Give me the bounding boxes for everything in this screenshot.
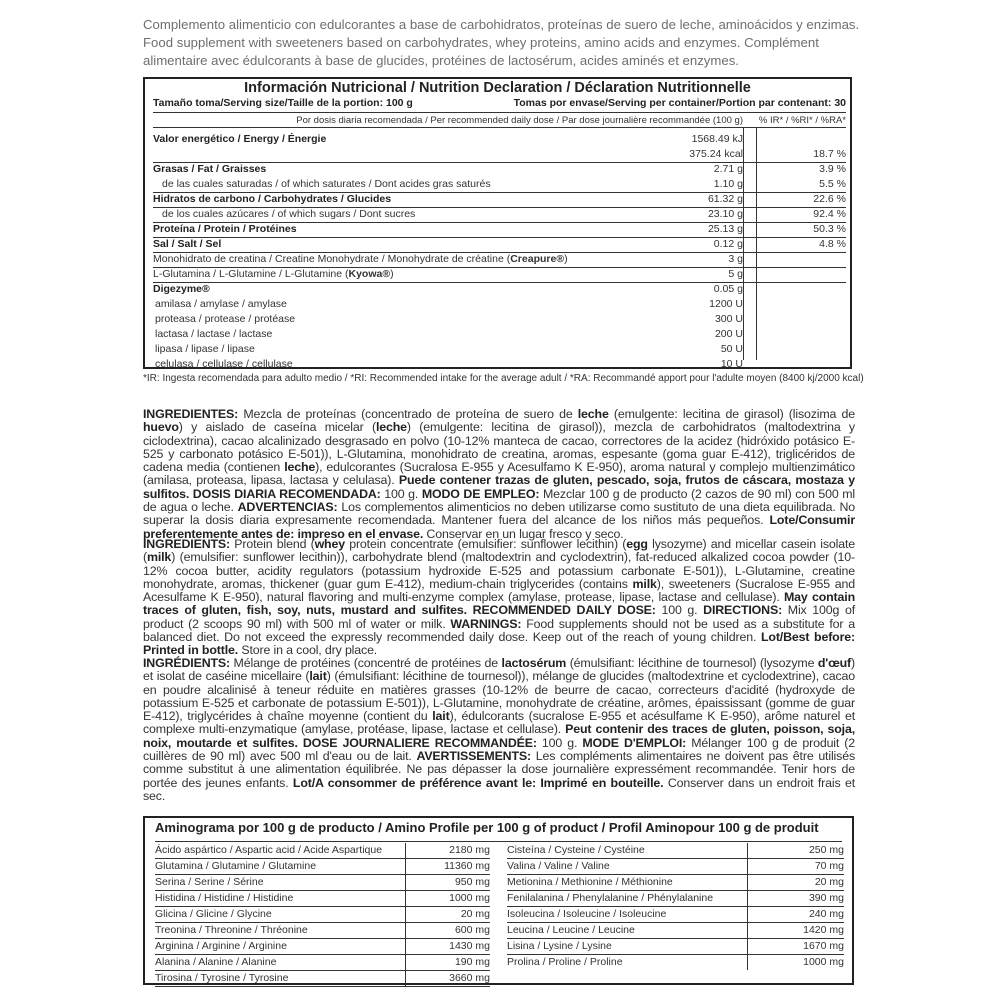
brand-name: Kyowa® xyxy=(348,268,391,280)
amino-acid-amount: 190 mg xyxy=(454,956,490,968)
nutrient-label: lipasa / lipase / lipase xyxy=(155,343,255,355)
label-end: ) xyxy=(564,253,568,265)
nutrient-label: Sal / Salt / Sel xyxy=(153,238,222,250)
amino-row xyxy=(507,923,844,939)
nutrition-row xyxy=(153,148,846,162)
amino-acid-name: Valina / Valine / Valine xyxy=(507,860,610,872)
nutrient-label: lactasa / lactase / lactase xyxy=(155,328,273,340)
amino-acid-amount: 70 mg xyxy=(814,860,844,872)
nutrition-row xyxy=(153,238,846,252)
nutrition-row xyxy=(153,133,846,147)
text-segment: 100 g. xyxy=(655,603,704,618)
bold-text: AVERTISSEMENTS: xyxy=(416,749,531,764)
amino-acid-amount: 240 mg xyxy=(808,908,844,920)
amino-acid-name: Histidina / Histidine / Histidine xyxy=(155,892,294,904)
amino-acid-name: Cisteína / Cysteine / Cystéine xyxy=(507,844,645,856)
nutrition-row xyxy=(153,178,846,192)
amino-acid-name: Serina / Serine / Sérine xyxy=(155,876,264,888)
nutrient-label: Digezyme® xyxy=(153,283,210,295)
nutrient-percent: 22.6 % xyxy=(813,193,846,205)
dose-column-header: Por dosis diaria recomendada / Per recommended daily dose / Par dose journalière recommandée (100 g) xyxy=(296,115,743,126)
amino-acid-amount: 1000 mg xyxy=(803,956,844,968)
text-segment: Mezcla de proteínas (concentrado de proteína de suero de xyxy=(238,407,578,421)
nutrition-row xyxy=(153,163,846,177)
text-segment: protein concentrate (emulsifier: sunflower lecithin) ( xyxy=(344,537,627,551)
text-segment: ), edulcorantes (Sucralosa E-955 y Acesulfamo K E-950), aroma natural y complejo multienzimático (amilasa, proteasa, lipasa, lactasa y celulasa). xyxy=(143,460,855,488)
text-segment: 100 g. xyxy=(536,735,583,750)
nutrient-label: proteasa / protease / protéase xyxy=(155,313,296,325)
product-description: Complemento alimenticio con edulcorantes a base de carbohidratos, proteínas de suero de leche, aminoácidos y enzimas. Food supplement with sweeteners based on carbohydrates, whey proteins, amino acids and enzymes. Complément alimentaire avec édulcorants à base de glucides, protéines de lactosérum, acides aminés et enzymes. xyxy=(143,17,860,68)
bold-text: lactosérum xyxy=(501,656,567,670)
bold-text: leche xyxy=(375,420,407,435)
amino-acid-amount: 20 mg xyxy=(814,876,844,888)
amino-column-left xyxy=(155,843,490,987)
text-segment: ) y aislado de caseína micelar ( xyxy=(178,420,376,435)
nutrient-amount: 0.12 g xyxy=(713,238,743,250)
nutrient-amount: 10 U xyxy=(720,358,743,370)
brand-name: Creapure® xyxy=(510,253,565,265)
text-segment: Conserver dans un endroit frais et sec. xyxy=(143,775,855,803)
text-segment: lysozyme) and micellar casein isolate ( xyxy=(143,537,855,565)
amino-acid-amount: 950 mg xyxy=(454,876,490,888)
amino-acid-name: Fenilalanina / Phenylalanine / Phénylalanine xyxy=(507,892,714,904)
bold-text: lait xyxy=(309,669,327,684)
bold-text: MODE D'EMPLOI: xyxy=(582,735,687,750)
bold-text: INGRÉDIENTS: xyxy=(143,656,231,670)
nutrient-percent: 18.7 % xyxy=(813,148,846,160)
nutrient-percent: 92.4 % xyxy=(813,208,846,220)
nutrition-row xyxy=(153,313,846,327)
amino-row xyxy=(507,875,844,891)
amino-acid-name: Lisina / Lysine / Lysine xyxy=(507,940,612,952)
amino-acid-amount: 2180 mg xyxy=(449,844,490,856)
serving-info xyxy=(153,97,846,109)
text-segment: 100 g. xyxy=(380,486,422,501)
amino-acid-name: Arginina / Arginine / Arginine xyxy=(155,940,287,952)
bold-text: INGREDIENTS: xyxy=(143,537,231,551)
nutrient-amount: 300 U xyxy=(714,313,743,325)
amino-acid-name: Glutamina / Glutamine / Glutamine xyxy=(155,860,317,872)
bold-text: Lot/Best before: Printed in bottle. xyxy=(143,630,855,658)
serving-size: Tamaño toma/Serving size/Taille de la portion: 100 g xyxy=(153,97,413,109)
bold-text: d'œuf xyxy=(817,656,852,670)
text-segment: (émulsifiant: lécithine de tournesol) (lysozyme xyxy=(566,656,818,670)
nutrient-label: Hidratos de carbono / Carbohydrates / Glucides xyxy=(153,193,392,205)
percent-column-header: % IR* / %RI* / %RA* xyxy=(758,115,846,126)
text-segment: Mélange de protéines (concentré de protéines de xyxy=(230,656,502,670)
nutrition-row xyxy=(153,193,846,207)
amino-acid-name: Prolina / Proline / Proline xyxy=(507,956,623,968)
bold-text: milk xyxy=(632,576,657,591)
nutrient-label: Valor energético / Energy / Énergie xyxy=(153,133,327,145)
text-segment: Store in a cool, dry place. xyxy=(238,643,378,658)
nutrient-amount: 23.10 g xyxy=(707,208,743,220)
amino-profile-table xyxy=(143,816,854,985)
amino-row xyxy=(155,955,490,971)
nutrient-amount: 1568.49 kJ xyxy=(691,133,743,145)
text-segment: Protein blend ( xyxy=(230,537,315,551)
nutrition-row xyxy=(153,268,846,282)
amino-row xyxy=(155,907,490,923)
bold-text: Puede contener trazas de gluten, pescado, soja, frutos de cáscara, mostaza y sulfitos. DOSIS DIARIA RECOMENDADA: xyxy=(143,473,855,501)
ingredients-spanish xyxy=(143,408,855,541)
nutrient-amount: 0.05 g xyxy=(713,283,743,295)
nutrient-amount: 200 U xyxy=(714,328,743,340)
amino-row xyxy=(155,859,490,875)
amino-acid-name: Isoleucina / Isoleucine / Isoleucine xyxy=(507,908,667,920)
bold-text: egg xyxy=(626,537,648,551)
nutrient-amount: 61.32 g xyxy=(707,193,743,205)
nutrient-label: de las cuales saturadas / of which saturates / Dont acides gras saturés xyxy=(162,178,491,190)
text-segment: ) et isolat de caséine micellaire ( xyxy=(143,656,855,684)
bold-text: MODO DE EMPLEO: xyxy=(421,486,540,501)
amino-row xyxy=(507,859,844,875)
nutrition-title: Información Nutricional / Nutrition Declaration / Déclaration Nutritionnelle xyxy=(244,80,751,96)
amino-column-right xyxy=(507,843,844,970)
amino-acid-amount: 3660 mg xyxy=(449,972,490,984)
amino-acid-amount: 250 mg xyxy=(808,844,844,856)
amino-row xyxy=(155,939,490,955)
nutrition-column-header xyxy=(153,115,846,127)
amino-acid-name: Ácido aspártico / Aspartic acid / Acide Aspartique xyxy=(155,844,383,856)
nutrient-amount: 375.24 kcal xyxy=(689,148,743,160)
amino-acid-amount: 390 mg xyxy=(808,892,844,904)
bold-text: WARNINGS: xyxy=(450,616,522,631)
nutrient-label: amilasa / amylase / amylase xyxy=(155,298,287,310)
amino-acid-amount: 1420 mg xyxy=(803,924,844,936)
bold-text: huevo xyxy=(143,420,179,435)
bold-text: milk xyxy=(146,550,172,565)
nutrient-amount: 5 g xyxy=(728,268,743,280)
text-segment: Les compléments alimentaires ne doivent pas être utilisés comme substitut à une alimentation équilibrée. Ne pas dépasser la dose journalière expressément recommandée. Tenir hors de portée des jeunes enfants. xyxy=(143,749,855,790)
nutrition-row xyxy=(153,208,846,222)
amino-row xyxy=(507,955,844,970)
text-segment: ) (emulgente: lecitina de girasol)), mezcla de carbohidratos (maltodextrina y ciclodextrina), cacao alcalinizado desgrasado en polvo (10-12% manteca de cacao, correctores de la acidez (hidróxido potásico E-525 y carbonato potásico E-501)), L-Glutamina, monohidrato de creatina, aromas, espesante (goma guar E-412), triglicéridos de cadena media (contienen xyxy=(143,420,855,475)
text-segment: ), édulcorants (sucralose E-955 et acésulfame K E-950), arôme naturel et complexe multi-enzymatique (amylase, protéase, lipase, lactase et cellulase). xyxy=(143,709,856,737)
nutrient-label: Grasas / Fat / Graisses xyxy=(153,163,267,175)
text-segment: Mezclar 100 g de producto (2 cazos de 90 ml) con 500 ml de agua o leche. xyxy=(143,486,855,515)
nutrition-table xyxy=(143,77,852,369)
nutrient-percent: 50.3 % xyxy=(813,223,846,235)
bold-text: May contain traces of gluten, fish, soy, nuts, mustard and sulfites. RECOMMENDED DAILY DOSE: xyxy=(143,590,855,618)
amino-row xyxy=(155,891,490,907)
nutrition-row xyxy=(153,343,846,357)
nutrient-label: Monohidrato de creatina / Creatine Monohydrate / Monohydrate de créatine ( xyxy=(153,253,511,265)
nutrient-label: L-Glutamina / L-Glutamine / L-Glutamine ( xyxy=(153,268,349,280)
amino-row xyxy=(507,843,844,859)
nutrition-row xyxy=(153,298,846,312)
bold-text: INGREDIENTES: xyxy=(143,407,239,421)
bold-text: leche xyxy=(577,407,609,421)
text-segment: ) (émulsifiant: lécithine de tournesol)), mélange de glucides (maltodextrine et cyclodextrine), cacao en poudre alcalinisé à teneur réduite en matières grasses (10-12% de beurre de cacao, correcteurs d'acidité (hydroxyde de potassium E-525 et carbonate de potassium E-501)), L-Glutamine, monohydrate de créatine, arômes, épaississant (gomme de guar E-412), triglycérides à chaîne moyenne (contient du xyxy=(143,669,855,724)
amino-title: Aminograma por 100 g de producto / Amino Profile per 100 g of product / Profil Aminopour 100 g de produit xyxy=(155,820,819,835)
nutrition-row xyxy=(153,253,846,267)
label-end: ) xyxy=(390,268,394,280)
nutrition-row xyxy=(153,328,846,342)
nutrient-amount: 3 g xyxy=(728,253,743,265)
bold-text: DIRECTIONS: xyxy=(703,603,783,618)
nutrient-percent: 5.5 % xyxy=(819,178,846,190)
bold-text: leche xyxy=(284,460,316,475)
nutrient-amount: 2.71 g xyxy=(713,163,743,175)
amino-acid-name: Tirosina / Tyrosine / Tyrosine xyxy=(155,972,289,984)
bold-text: whey xyxy=(314,537,345,551)
amino-acid-amount: 20 mg xyxy=(460,908,490,920)
amino-acid-name: Alanina / Alanine / Alanine xyxy=(155,956,277,968)
bold-text: Peut contenir des traces de gluten, poisson, soja, noix, moutarde et sulfites. DOSE JOURNALIERE RECOMMANDÉE: xyxy=(143,722,855,750)
nutrient-amount: 1.10 g xyxy=(713,178,743,190)
nutrient-percent: 3.9 % xyxy=(819,163,846,175)
amino-acid-name: Leucina / Leucine / Leucine xyxy=(507,924,635,936)
amino-acid-amount: 1670 mg xyxy=(803,940,844,952)
servings-per-container: Tomas por envase/Serving per container/Portion par contenant: 30 xyxy=(513,97,846,109)
amino-acid-name: Treonina / Threonine / Thréonine xyxy=(155,924,308,936)
amino-row xyxy=(155,971,490,987)
amino-row xyxy=(155,923,490,939)
amino-acid-name: Glicina / Glicine / Glycine xyxy=(155,908,272,920)
nutrient-amount: 25.13 g xyxy=(707,223,743,235)
nutrition-row xyxy=(153,223,846,237)
nutrient-label: de los cuales azúcares / of which sugars / Dont sucres xyxy=(162,208,416,220)
amino-acid-amount: 1000 mg xyxy=(449,892,490,904)
amino-row xyxy=(507,891,844,907)
text-segment: Food supplements should not be used as a substitute for a balanced diet. Do not exceed the expressly recommended daily dose. Keep out of the reach of young children. xyxy=(143,616,856,645)
ingredients-french xyxy=(143,657,855,803)
text-segment: Los complementos alimenticios no deben utilizarse como sustituto de una dieta equilibrada. No superar la dosis diaria expresamente recomendada. Mantener fuera del alcance de los niños más pequeños. xyxy=(143,500,855,528)
text-segment: Conservar en un lugar fresco y seco. xyxy=(423,526,624,541)
nutrient-percent: 4.8 % xyxy=(819,238,846,250)
nutrition-row xyxy=(153,283,846,297)
amino-row xyxy=(155,875,490,891)
amino-row xyxy=(507,907,844,923)
amino-acid-name: Metionina / Methionine / Méthionine xyxy=(507,876,673,888)
text-segment: Mix 100g of product (2 scoops 90 ml) with 500 ml of water or milk. xyxy=(143,603,855,631)
amino-row xyxy=(507,939,844,955)
text-segment: ) (emulsifier: sunflower lecithin)), carbohydrate blend (maltodextrin and cyclodextrin), fat-reduced alkalized cocoa powder (10-12% cocoa butter, acidity regulators (potassium hydroxide E-525 and potassium carbonate E-501)), L-Glutamine, creatine monohydrate, aromas, thickener (guar gum E-412), medium-chain triglycerides (contains xyxy=(143,550,855,591)
nutrient-amount: 50 U xyxy=(720,343,743,355)
text-segment: Mélanger 100 g de produit (2 cuillères de 90 ml) avec 500 ml d'eau ou de lait. xyxy=(143,735,855,764)
nutrient-amount: 1200 U xyxy=(709,298,743,310)
nutrient-label: celulasa / cellulase / cellulase xyxy=(155,358,293,370)
amino-row xyxy=(155,843,490,859)
amino-acid-amount: 600 mg xyxy=(454,924,490,936)
divider xyxy=(155,841,842,842)
text-segment: (emulgente: lecitina de girasol) (lisozima de xyxy=(608,407,855,421)
bold-text: lait xyxy=(432,709,450,724)
ingredients-english xyxy=(143,538,855,658)
amino-acid-amount: 11360 mg xyxy=(444,860,490,872)
nutrient-label: Proteína / Protein / Protéines xyxy=(153,223,297,235)
text-segment: ), sweeteners (Sucralose E-955 and Acesulfame K E-950), natural flavoring and multi-enzyme complex (amylase, protease, lipase, lactase and cellulase). xyxy=(143,576,855,605)
bold-text: Lot/A consommer de préférence avant le: Imprimé en bouteille. xyxy=(292,775,664,790)
amino-acid-amount: 1430 mg xyxy=(449,940,490,952)
bold-text: Lote/Consumir preferentemente antes de: impreso en el envase. xyxy=(143,513,855,541)
intake-footnote: *IR: Ingesta recomendada para adulto medio / *RI: Recommended intake for the average adult / *RA: Recommandé apport pour l'adulte moyen (8400 kj/2000 kcal) xyxy=(143,373,864,384)
bold-text: ADVERTENCIAS: xyxy=(237,500,338,515)
nutrition-row xyxy=(153,358,846,372)
divider xyxy=(153,112,846,113)
